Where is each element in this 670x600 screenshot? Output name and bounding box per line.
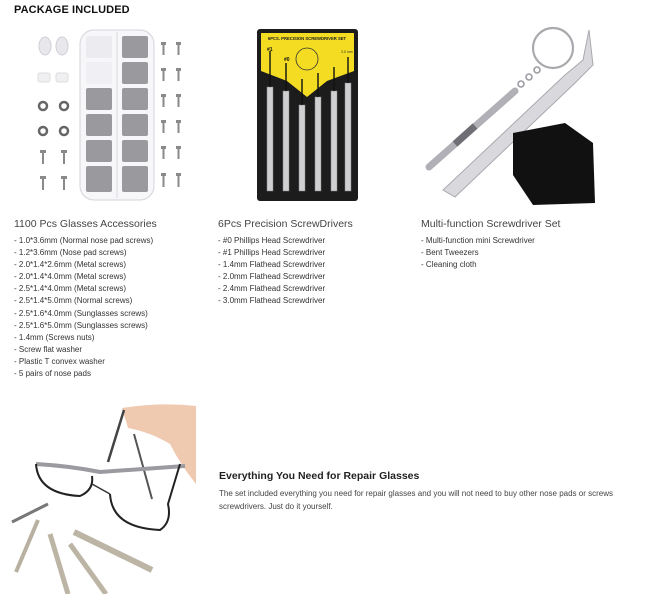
list-item: - 2.5*1.4*4.0mm (Metal screws) [14,283,157,295]
list-item: - 2.0*1.4*4.0mm (Metal screws) [14,271,157,283]
list-item: - 2.0mm Flathead Screwdriver [218,271,353,283]
svg-text:#1: #1 [267,47,273,53]
list-item: - 2.5*1.6*4.0mm (Sunglasses screws) [14,308,157,320]
list-item: - Multi-function mini Screwdriver [421,235,560,247]
feature-section [219,470,619,513]
accessories-column [14,218,157,380]
list-item: - #1 Phillips Head Screwdriver [218,247,353,259]
multifunction-title: Multi-function Screwdriver Set [421,218,561,230]
list-item: - 1.4mm Flathead Screwdriver [218,259,353,271]
list-item: - 5 pairs of nose pads [14,368,157,380]
list-item: - Bent Tweezers [421,247,560,259]
svg-text:6PCS. PRECISION SCREWDRIVER SE: 6PCS. PRECISION SCREWDRIVER SET [267,36,347,41]
list-item: - Plastic T convex washer [14,356,157,368]
screwdrivers-title: 6Pcs Precision ScrewDrivers [218,218,353,230]
list-item: - 2.5*1.6*5.0mm (Sunglasses screws) [14,320,157,332]
list-item: - Screw flat washer [14,344,157,356]
list-item: - 1.0*3.6mm (Normal nose pad screws) [14,235,157,247]
svg-text:#0: #0 [284,57,290,63]
list-item: - 2.5*1.4*5.0mm (Normal screws) [14,295,157,307]
accessories-kit-image [10,28,190,203]
screwdrivers-column [218,218,353,308]
page-title: PACKAGE INCLUDED [14,4,130,16]
list-item: - 2.0*1.4*2.6mm (Metal screws) [14,259,157,271]
multifunction-list [421,235,560,271]
list-item: - #0 Phillips Head Screwdriver [218,235,353,247]
screwdriver-case-image [257,29,358,228]
feature-title: Everything You Need for Repair Glasses [219,470,420,482]
accessories-list [14,235,157,380]
feature-description: The set included everything you need for repair glasses and you will not need to buy other nose pads or screws screwdrivers. Just do it yourself. [219,489,614,511]
list-item: - Cleaning cloth [421,259,560,271]
list-item: - 1.2*3.6mm (Nose pad screws) [14,247,157,259]
list-item: - 3.0mm Flathead Screwdriver [218,295,353,307]
svg-text:3.0 mm: 3.0 mm [341,50,353,54]
glasses-repair-image [10,404,196,594]
multifunction-column [421,218,560,271]
list-item: - 2.4mm Flathead Screwdriver [218,283,353,295]
list-item: - 1.4mm (Screws nuts) [14,332,157,344]
screwdrivers-list [218,235,353,308]
multifunction-set-image [415,25,600,210]
accessories-title: 1100 Pcs Glasses Accessories [14,218,157,230]
